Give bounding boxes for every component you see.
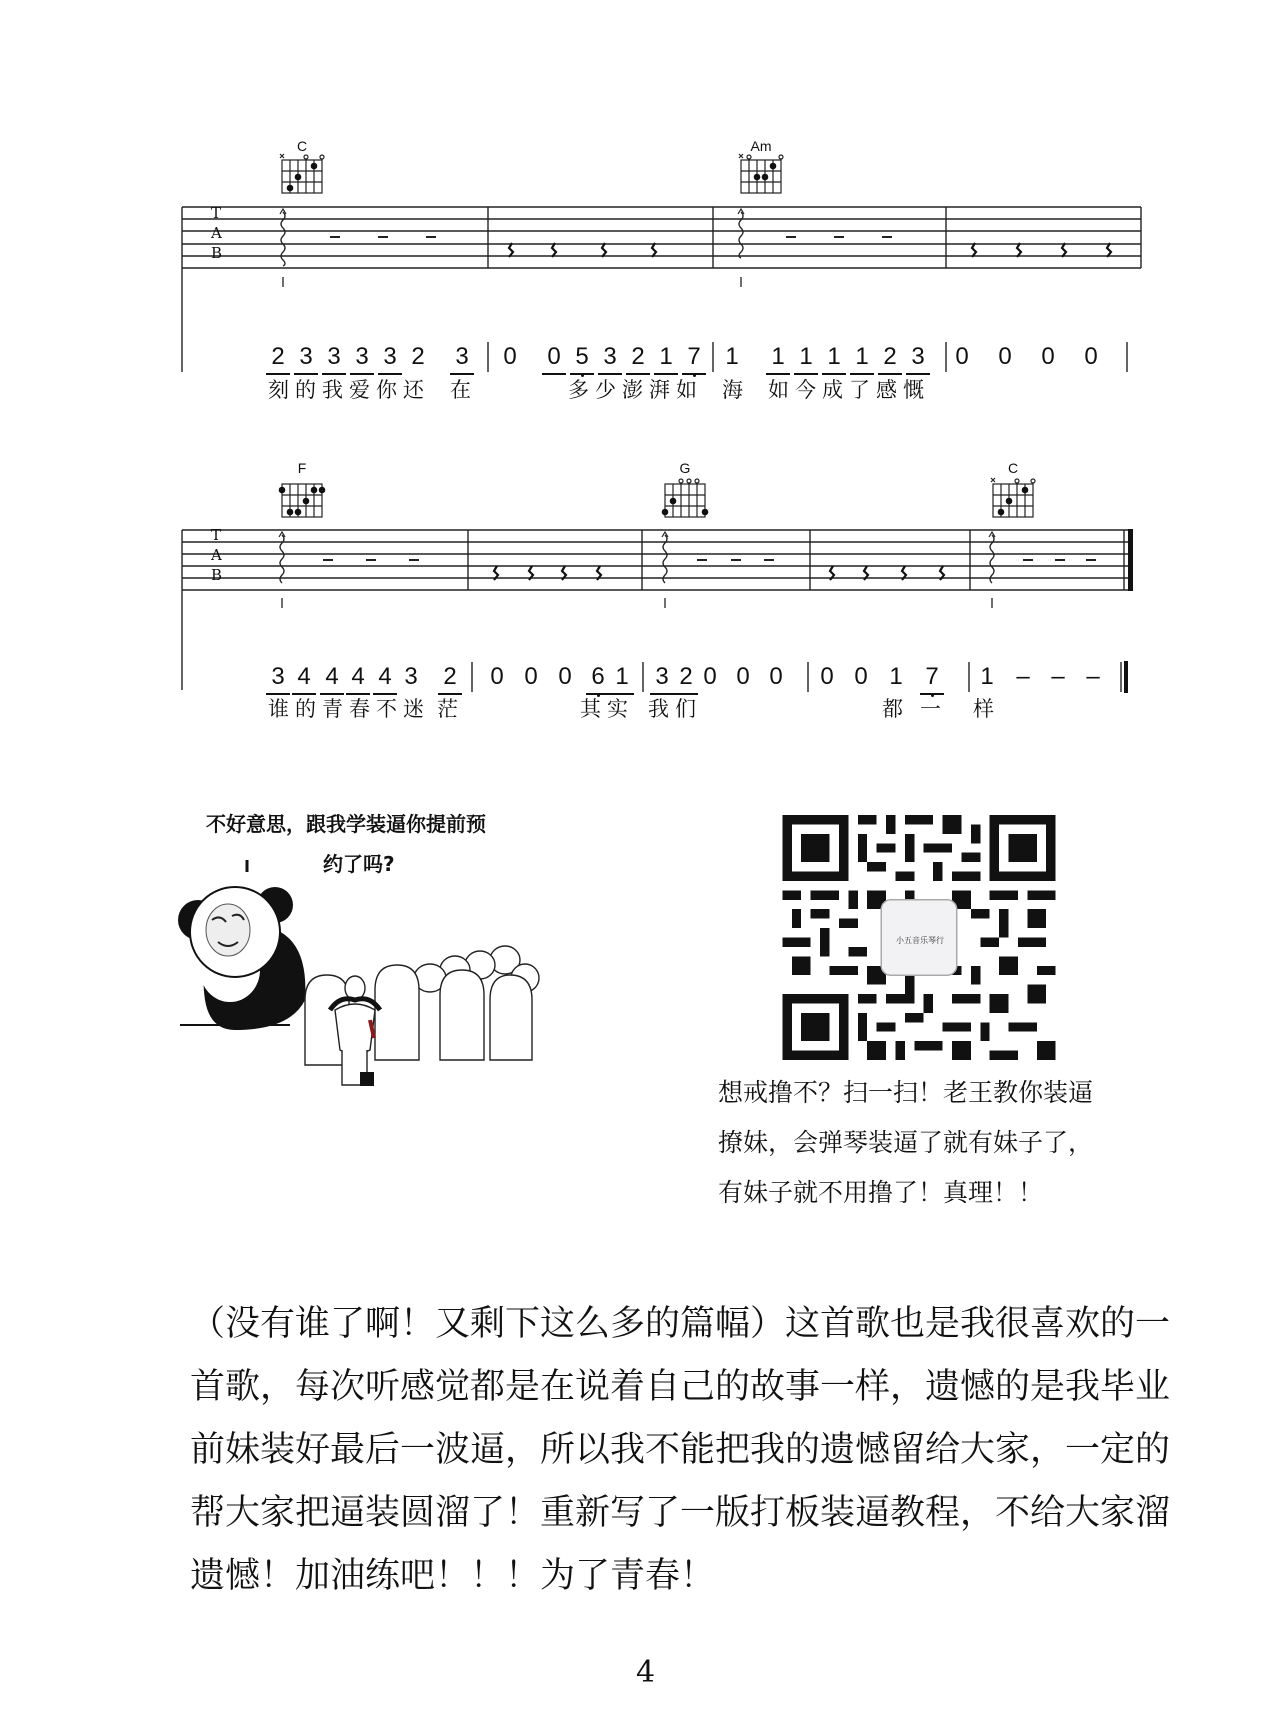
chord-name-am: Am [750,138,772,154]
chord-name-c: C [296,138,308,154]
chord-name-g: G [679,460,691,476]
page-number: 4 [636,1655,656,1690]
chord-name-c: C [1007,460,1019,476]
qr-logo-text: 小五音乐琴行 [896,936,944,945]
meme-caption-line1: 不好意思，跟我学装逼你提前预 [206,812,486,836]
description-paragraph: （没有谁了啊！又剩下这么多的篇幅）这首歌也是我很喜欢的一 首歌，每次听感觉都是在说着自己的故事一样，遗憾的是我毕业 前妹装好最后一波逼，所以我不能把我的遗憾留给大家，一定的 帮大家把逼装圆溜了！重新写了一版打板装逼教程，不给大家溜 遗憾！加油练吧！！！为了青春！ [190,1304,1171,1596]
qr-caption-line1: 想戒撸不？扫一扫！老王教你装逼 [718,1078,1094,1107]
qr-caption-line3: 有妹子就不用撸了！真理！！ [718,1178,1044,1207]
tab-staff-system-2 [0,0,1272,740]
tab-clef: T A B [211,204,223,262]
qr-caption-line2: 撩妹，会弹琴装逼了就有妹子了， [718,1128,1094,1157]
tab-clef: T A B [211,526,223,584]
chord-diagram-f [279,484,326,517]
chord-name-f: F [297,460,307,476]
panda-meme-illustration [170,850,570,1090]
chord-diagram-c [991,478,1035,517]
meme-caption-line2: 约了吗? [323,852,395,876]
chord-diagram-g [662,479,709,517]
